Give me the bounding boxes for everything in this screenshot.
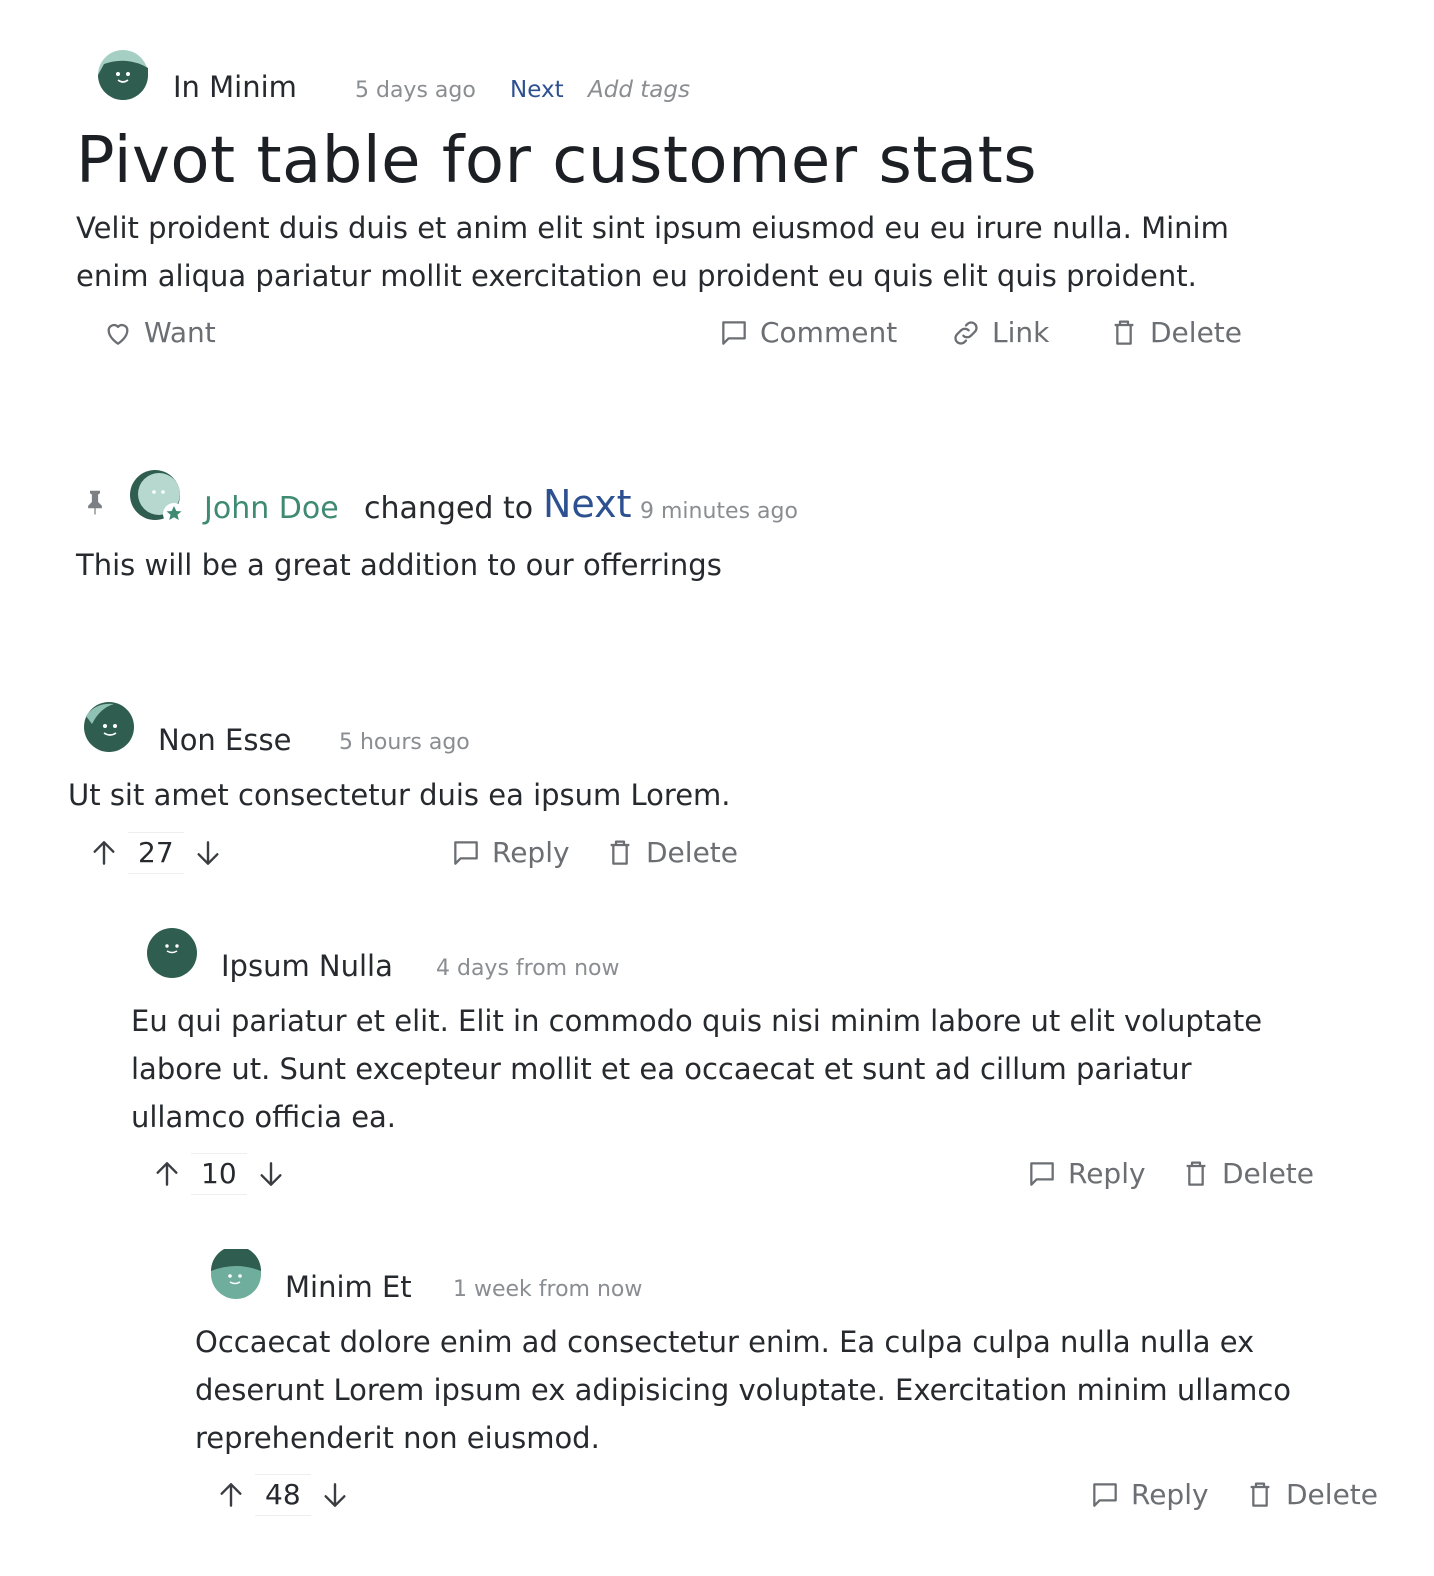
status-author-avatar (130, 470, 180, 520)
vote-control (88, 832, 224, 874)
comment-body: Occaecat dolore enim ad consectetur enim. Ea culpa culpa nulla nulla ex deserunt Lorem ipsum ex adipisicing voluptate. Exercitation minim ullamco reprehenderit non eiusmod. (195, 1325, 1292, 1455)
delete-label: Delete (1150, 316, 1242, 349)
reply-icon (1026, 1158, 1058, 1190)
reply-icon (450, 837, 482, 869)
heart-icon (102, 317, 134, 349)
trash-icon (1244, 1479, 1276, 1511)
trash-icon (604, 837, 636, 869)
reply-button[interactable] (450, 836, 570, 869)
delete-label: Delete (1286, 1478, 1378, 1511)
comment-avatar (211, 1249, 261, 1299)
delete-comment-button[interactable] (1244, 1478, 1378, 1511)
pin-icon[interactable] (80, 484, 110, 520)
comment-icon (718, 317, 750, 349)
comment-avatar (147, 928, 197, 978)
comment-avatar (84, 702, 134, 752)
delete-label: Delete (1222, 1157, 1314, 1190)
reply-label: Reply (1131, 1478, 1209, 1511)
comment-author[interactable]: Non Esse (158, 723, 292, 757)
status-note: This will be a great addition to our offerrings (76, 548, 722, 582)
status-verb: changed to (364, 491, 534, 526)
post-body: Velit proident duis duis et anim elit sint ipsum eiusmod eu eu irure nulla. Minim enim aliqua pariatur mollit exercitation eu proident eu quis elit quis proident. (76, 211, 1229, 293)
vote-count: 27 (128, 832, 184, 874)
reply-button[interactable] (1026, 1157, 1146, 1190)
vote-count: 48 (255, 1474, 311, 1516)
add-tags-button[interactable]: Add tags (588, 77, 690, 103)
trash-icon (1108, 317, 1140, 349)
post-time: 5 days ago (355, 78, 476, 103)
author-avatar (98, 50, 148, 100)
comment-label: Comment (760, 316, 898, 349)
comment-time: 5 hours ago (339, 730, 470, 755)
link-button[interactable] (950, 316, 1049, 349)
link-label: Link (992, 316, 1050, 349)
vote-count: 10 (191, 1153, 247, 1195)
downvote-icon[interactable] (255, 1158, 287, 1190)
status-author[interactable]: John Doe (204, 491, 339, 526)
delete-label: Delete (646, 836, 738, 869)
post-status-link[interactable]: Next (510, 77, 564, 103)
downvote-icon[interactable] (319, 1479, 351, 1511)
comment-body: Eu qui pariatur et elit. Elit in commodo quis nisi minim labore ut elit voluptate labore ut. Sunt excepteur mollit et ea occaecat et sunt ad cillum pariatur ullamco officia ea. (131, 1004, 1263, 1134)
downvote-icon[interactable] (192, 837, 224, 869)
link-icon (950, 317, 982, 349)
reply-icon (1089, 1479, 1121, 1511)
status-value[interactable]: Next (543, 482, 632, 526)
post-author[interactable]: In Minim (173, 70, 297, 104)
want-button[interactable] (102, 316, 216, 349)
trash-icon (1180, 1158, 1212, 1190)
delete-comment-button[interactable] (604, 836, 738, 869)
comment-time: 4 days from now (436, 956, 620, 981)
comment-time: 1 week from now (453, 1277, 643, 1302)
delete-comment-button[interactable] (1180, 1157, 1314, 1190)
upvote-icon[interactable] (88, 837, 120, 869)
post-title: Pivot table for customer stats (76, 124, 1038, 198)
reply-label: Reply (1068, 1157, 1146, 1190)
comment-author[interactable]: Ipsum Nulla (221, 949, 393, 983)
comment-button[interactable] (718, 316, 897, 349)
comment-body: Ut sit amet consectetur duis ea ipsum Lorem. (68, 778, 731, 812)
vote-control (215, 1474, 351, 1516)
delete-post-button[interactable] (1108, 316, 1242, 349)
reply-label: Reply (492, 836, 570, 869)
upvote-icon[interactable] (215, 1479, 247, 1511)
status-time: 9 minutes ago (640, 499, 798, 524)
comment-author[interactable]: Minim Et (285, 1270, 412, 1304)
reply-button[interactable] (1089, 1478, 1209, 1511)
vote-control (151, 1153, 287, 1195)
want-label: Want (144, 316, 216, 349)
upvote-icon[interactable] (151, 1158, 183, 1190)
